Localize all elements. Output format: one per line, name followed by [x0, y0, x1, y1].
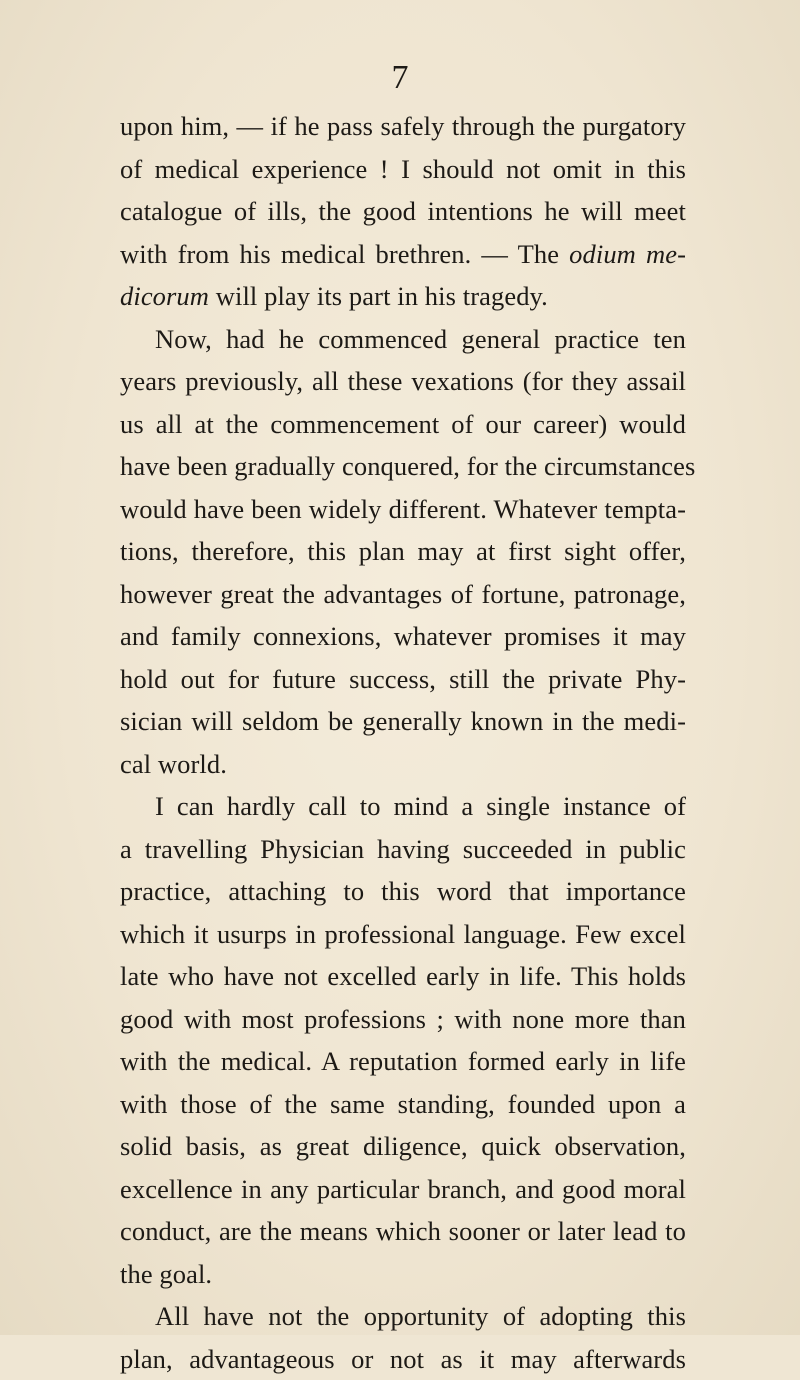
text-line: practice, attaching to this word that importance: [120, 870, 686, 913]
text-line: cal world.: [120, 743, 686, 786]
text-line: [120, 275, 686, 318]
paragraph-start-line: Now, had he commenced general practice ten: [120, 318, 686, 361]
text-line: good with most professions ; with none more than: [120, 998, 686, 1041]
text-line: [120, 233, 686, 276]
text-line: us all at the commencement of our career) would: [120, 403, 686, 446]
text-line: years previously, all these vexations (for they assail: [120, 360, 686, 403]
text-line: have been gradually conquered, for the circumstances: [120, 445, 686, 488]
text-line: the goal.: [120, 1253, 686, 1296]
text-line: would have been widely different. Whatever tempta-: [120, 488, 686, 531]
text-line: with the medical. A reputation formed early in life: [120, 1040, 686, 1083]
body-text: [120, 105, 686, 1380]
paragraph-start-line: I can hardly call to mind a single instance of: [120, 785, 686, 828]
text-line: hold out for future success, still the private Phy-: [120, 658, 686, 701]
text-line: catalogue of ills, the good intentions he will meet: [120, 190, 686, 233]
italic-phrase: odium me-: [569, 239, 686, 269]
text-line: conduct, are the means which sooner or later lead to: [120, 1210, 686, 1253]
text-line: sician will seldom be generally known in the medi-: [120, 700, 686, 743]
text-line: however great the advantages of fortune, patronage,: [120, 573, 686, 616]
text-line: late who have not excelled early in life. This holds: [120, 955, 686, 998]
text-segment: will play its part in his tragedy.: [216, 281, 548, 311]
text-line: plan, advantageous or not as it may afterwards: [120, 1338, 686, 1380]
text-line: tions, therefore, this plan may at first sight offer,: [120, 530, 686, 573]
italic-phrase: dicorum: [120, 281, 209, 311]
text-segment: with from his medical brethren. — The: [120, 239, 559, 269]
text-line: with those of the same standing, founded upon a: [120, 1083, 686, 1126]
text-line: solid basis, as great diligence, quick observation,: [120, 1125, 686, 1168]
text-line: a travelling Physician having succeeded in public: [120, 828, 686, 871]
text-line: which it usurps in professional language. Few excel: [120, 913, 686, 956]
text-line: upon him, — if he pass safely through the purgatory: [120, 105, 686, 148]
paragraph-start-line: All have not the opportunity of adopting this: [120, 1295, 686, 1338]
text-line: of medical experience ! I should not omit in this: [120, 148, 686, 191]
text-line: excellence in any particular branch, and good moral: [120, 1168, 686, 1211]
page-number: 7: [380, 58, 420, 98]
text-line: and family connexions, whatever promises it may: [120, 615, 686, 658]
